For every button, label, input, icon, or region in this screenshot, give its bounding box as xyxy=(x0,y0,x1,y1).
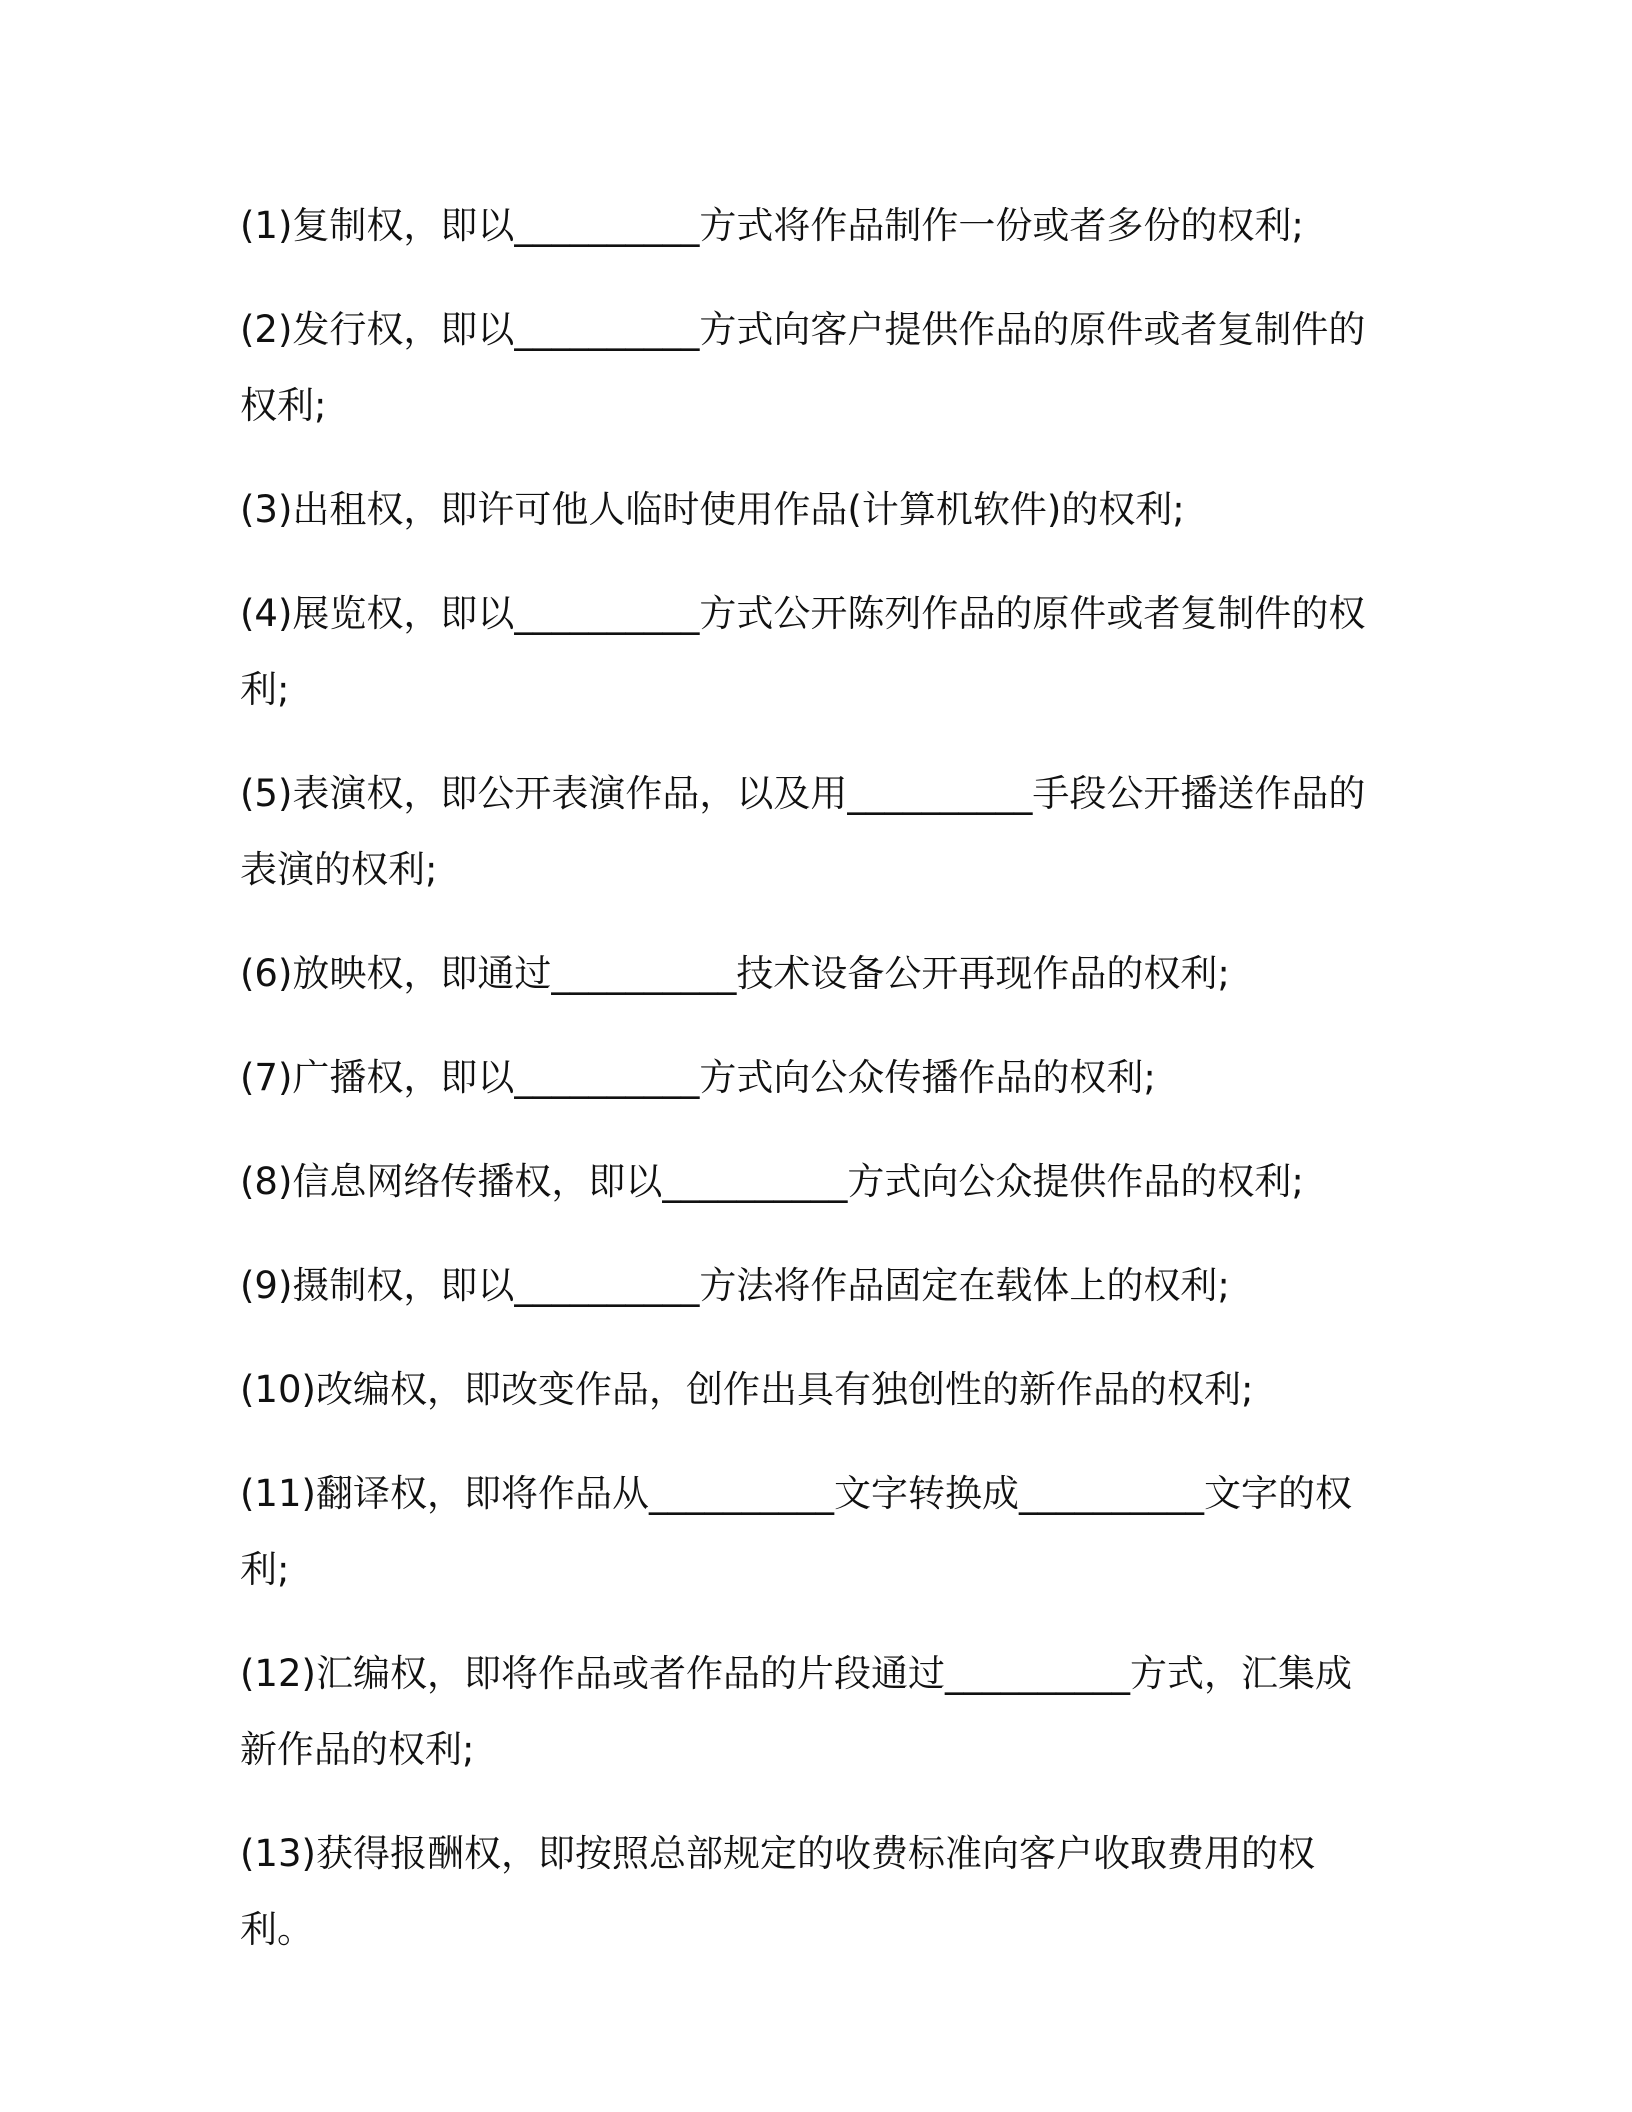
paragraph-screening-right: (6)放映权，即通过__________技术设备公开再现作品的权利; xyxy=(240,952,1230,995)
paragraph-reproduction-right: (1)复制权，即以__________方式将作品制作一份或者多份的权利; xyxy=(240,204,1304,247)
paragraph-remuneration-right: (13)获得报酬权，即按照总部规定的收费标准向客户收取费用的权利。 xyxy=(240,1832,1315,1951)
paragraph-performance-right: (5)表演权，即公开表演作品，以及用__________手段公开播送作品的表演的权利; xyxy=(240,772,1366,891)
paragraph-network-dissemination-right: (8)信息网络传播权，即以__________方式向公众提供作品的权利; xyxy=(240,1160,1304,1203)
paragraph-rental-right: (3)出租权，即许可他人临时使用作品(计算机软件)的权利; xyxy=(240,488,1185,531)
paragraph-broadcasting-right: (7)广播权，即以__________方式向公众传播作品的权利; xyxy=(240,1056,1156,1099)
paragraph-distribution-right: (2)发行权，即以__________方式向客户提供作品的原件或者复制件的权利; xyxy=(240,308,1366,427)
paragraph-adaptation-right: (10)改编权，即改变作品，创作出具有独创性的新作品的权利; xyxy=(240,1368,1254,1411)
document-body xyxy=(240,188,1388,1996)
paragraph-exhibition-right: (4)展览权，即以__________方式公开陈列作品的原件或者复制件的权利; xyxy=(240,592,1366,711)
paragraph-translation-right: (11)翻译权，即将作品从__________文字转换成__________文字的权利; xyxy=(240,1472,1352,1591)
paragraph-filming-right: (9)摄制权，即以__________方法将作品固定在载体上的权利; xyxy=(240,1264,1230,1307)
paragraph-compilation-right: (12)汇编权，即将作品或者作品的片段通过__________方式，汇集成新作品的权利; xyxy=(240,1652,1352,1771)
